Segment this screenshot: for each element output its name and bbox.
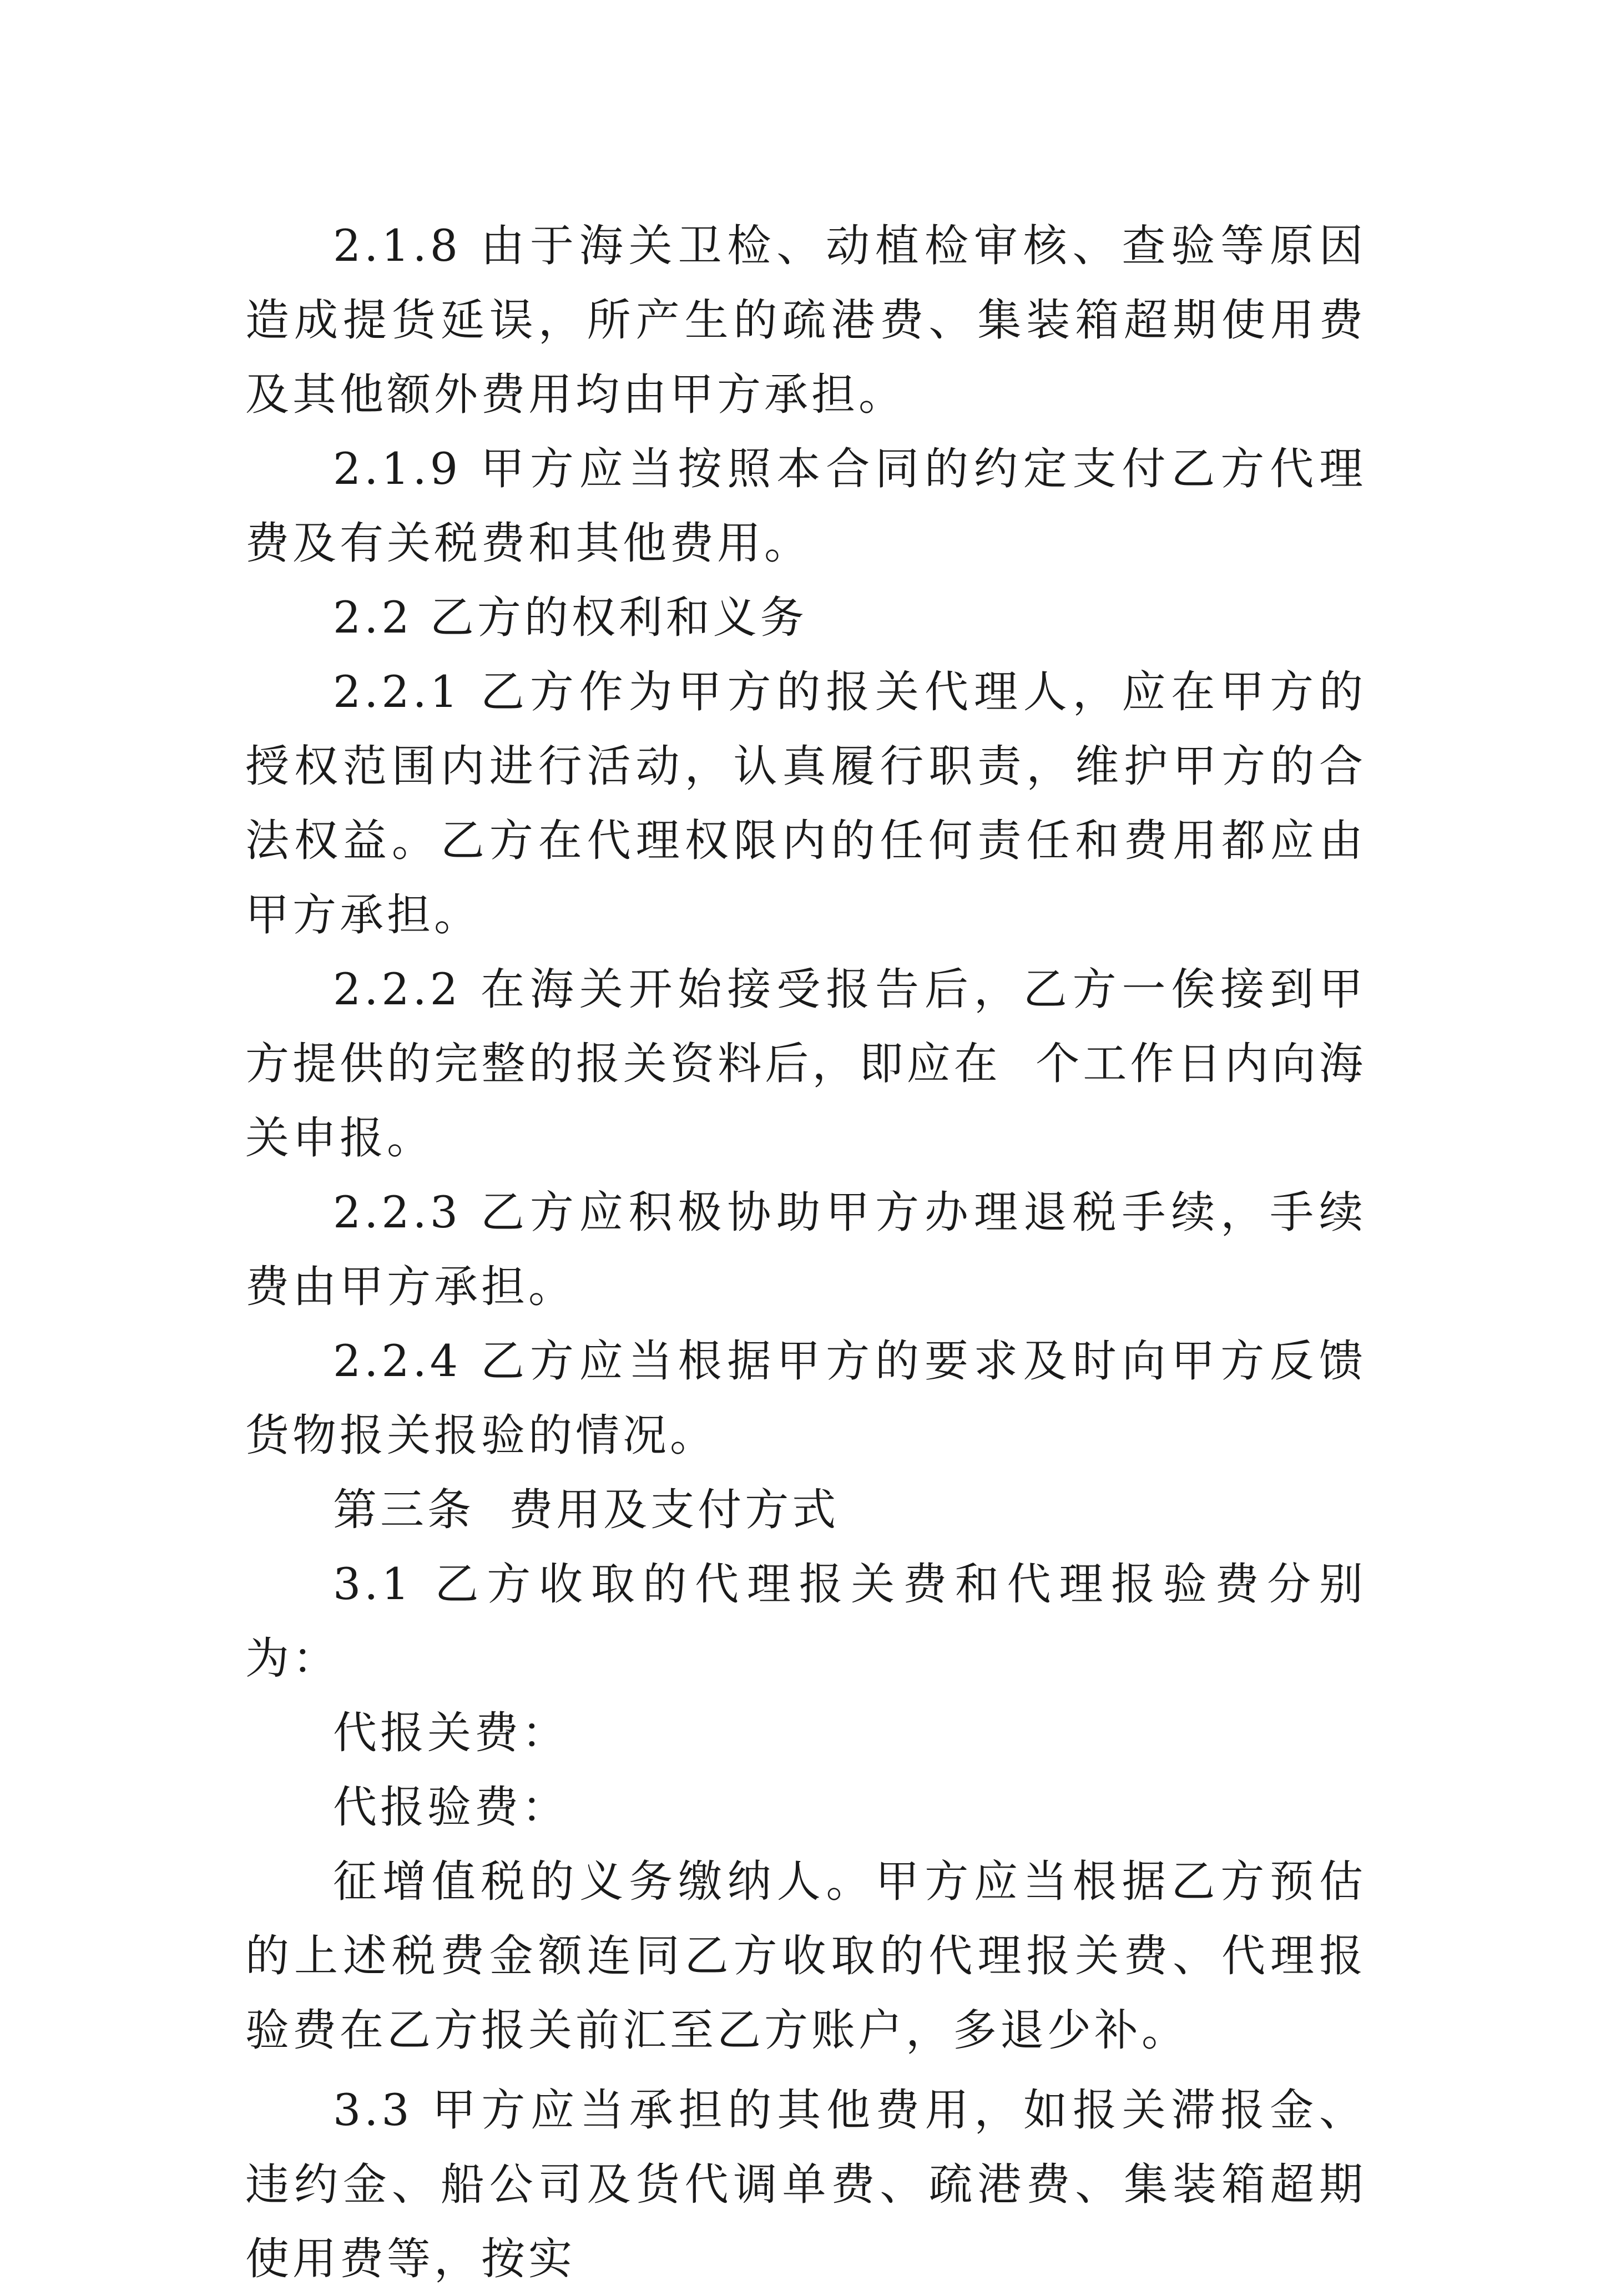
vat-payment-paragraph: 征增值税的义务缴纳人。甲方应当根据乙方预估的上述税费金额连同乙方收取的代理报关费、代理报验费在乙方报关前汇至乙方账户，多退少补。	[245, 1856, 1366, 2056]
clause-2-2-4: 2.2.4 乙方应当根据甲方的要求及时向甲方反馈货物报关报验的情况。	[245, 1336, 1366, 1461]
document-body	[245, 209, 1366, 2296]
clause-2-2-1: 2.2.1 乙方作为甲方的报关代理人，应在甲方的授权范围内进行活动，认真履行职责，维护甲方的合法权益。乙方在代理权限内的任何责任和费用都应由甲方承担。	[245, 666, 1366, 940]
clause-2-2-2: 2.2.2 在海关开始接受报告后，乙方一俟接到甲方提供的完整的报关资料后，即应在 个工作日内向海关申报。	[245, 964, 1366, 1164]
section-heading-2-2: 2.2 乙方的权利和义务	[333, 592, 807, 643]
clause-3-3: 3.3 甲方应当承担的其他费用，如报关滞报金、违约金、船公司及货代调单费、疏港费、集装箱超期使用费等，按实	[245, 2085, 1366, 2284]
clause-2-1-8: 2.1.8 由于海关卫检、动植检审核、查验等原因造成提货延误，所产生的疏港费、集装箱超期使用费及其他额外费用均由甲方承担。	[245, 220, 1366, 420]
clause-2-1-9: 2.1.9 甲方应当按照本合同的约定支付乙方代理费及有关税费和其他费用。	[245, 443, 1366, 569]
customs-fee-line: 代报关费：	[333, 1707, 569, 1758]
inspection-fee-line: 代报验费：	[333, 1782, 569, 1833]
clause-3-1: 3.1 乙方收取的代理报关费和代理报验费分别为：	[245, 1559, 1366, 1684]
clause-2-2-3: 2.2.3 乙方应积极协助甲方办理退税手续，手续费由甲方承担。	[245, 1187, 1366, 1312]
article-three-heading: 第三条 费用及支付方式	[333, 1484, 840, 1535]
